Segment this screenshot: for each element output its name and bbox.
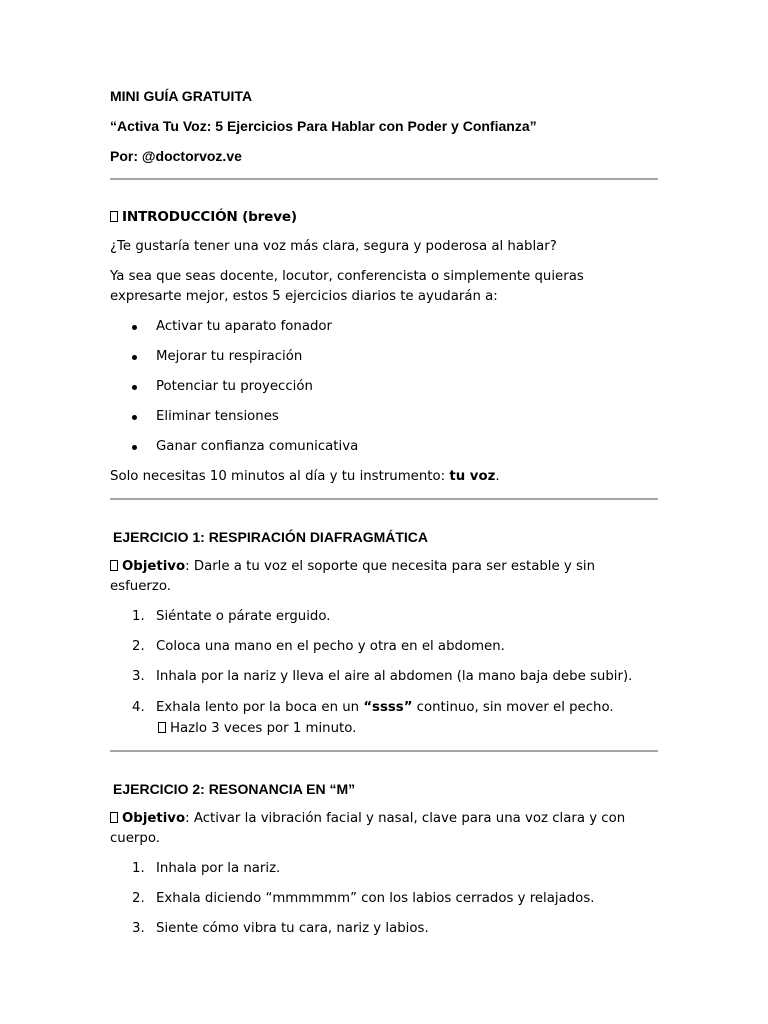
step-text: Siéntate o párate erguido. [156, 609, 331, 624]
list-item [110, 317, 658, 337]
intro-closing [110, 467, 658, 487]
placeholder-glyph-icon [110, 812, 118, 823]
list-item [110, 889, 658, 909]
intro-heading-text: INTRODUCCIÓN (breve) [122, 209, 297, 225]
exercise2-steps [110, 859, 658, 939]
guide-author: Por: @doctorvoz.ve [110, 148, 242, 164]
exercise1-steps [110, 607, 658, 739]
list-item [110, 607, 658, 627]
step-bold: “ssss” [363, 700, 413, 715]
divider [110, 498, 658, 500]
step-note-text: Hazlo 3 veces por 1 minuto. [170, 721, 357, 736]
intro-question: ¿Te gustaría tener una voz más clara, segura y poderosa al hablar? [110, 239, 557, 254]
intro-closing-end: . [495, 469, 500, 484]
bullet-icon [132, 415, 137, 420]
step-number: 1. [132, 609, 145, 624]
list-item [110, 347, 658, 367]
step-text-end: continuo, sin mover el pecho. [412, 700, 614, 715]
objective-text: : Darle a tu voz el soporte que necesita para ser estable y sin esfuerzo. [110, 559, 596, 594]
bullet-icon [132, 325, 137, 330]
step-number: 3. [132, 669, 145, 684]
placeholder-glyph-icon [110, 560, 118, 571]
step-text: Exhala diciendo “mmmmmm” con los labios cerrados y relajados. [156, 891, 595, 906]
exercise2-objective [110, 809, 658, 849]
step-text: Siente cómo vibra tu cara, nariz y labios. [156, 921, 429, 936]
list-item [110, 919, 658, 939]
step-text: Inhala por la nariz. [156, 861, 281, 876]
step-note [156, 718, 658, 739]
exercise1-heading: EJERCICIO 1: RESPIRACIÓN DIAFRAGMÁTICA [113, 529, 429, 545]
list-item [110, 437, 658, 457]
divider [110, 178, 658, 180]
step-number: 4. [132, 700, 145, 715]
exercise1-objective [110, 557, 658, 597]
step-text: Coloca una mano en el pecho y otra en el abdomen. [156, 639, 505, 654]
intro-paragraph: Ya sea que seas docente, locutor, conferencista o simplemente quieras expresarte mejor, estos 5 ejercicios diarios te ayudarán a: [110, 269, 584, 304]
list-item-text: Eliminar tensiones [156, 409, 279, 424]
list-item [110, 407, 658, 427]
intro-closing-bold: tu voz [449, 469, 496, 484]
step-number: 2. [132, 891, 145, 906]
step-text: Exhala lento por la boca en un [156, 700, 364, 715]
intro-heading [110, 207, 658, 227]
list-item [110, 697, 658, 739]
bullet-icon [132, 355, 137, 360]
placeholder-glyph-icon [110, 211, 118, 222]
list-item [110, 377, 658, 397]
list-item [110, 859, 658, 879]
guide-label: MINI GUÍA GRATUITA [110, 88, 253, 104]
placeholder-glyph-icon [158, 722, 166, 733]
step-number: 2. [132, 639, 145, 654]
list-item-text: Potenciar tu proyección [156, 379, 313, 394]
list-item-text: Activar tu aparato fonador [156, 319, 333, 334]
list-item-text: Ganar confianza comunicativa [156, 439, 359, 454]
step-number: 3. [132, 921, 145, 936]
objective-label: Objetivo [122, 559, 186, 574]
exercise2-heading: EJERCICIO 2: RESONANCIA EN “M” [113, 781, 356, 797]
list-item [110, 637, 658, 657]
list-item-text: Mejorar tu respiración [156, 349, 303, 364]
step-number: 1. [132, 861, 145, 876]
bullet-icon [132, 385, 137, 390]
document-content [110, 86, 658, 939]
objective-label: Objetivo [122, 811, 186, 826]
intro-bullet-list [110, 317, 658, 457]
divider [110, 750, 658, 752]
intro-closing-text: Solo necesitas 10 minutos al día y tu instrumento: [110, 469, 450, 484]
step-text: Inhala por la nariz y lleva el aire al abdomen (la mano baja debe subir). [156, 669, 633, 684]
guide-title: “Activa Tu Voz: 5 Ejercicios Para Hablar con Poder y Confianza” [110, 118, 537, 134]
list-item [110, 667, 658, 687]
bullet-icon [132, 445, 137, 450]
objective-text: : Activar la vibración facial y nasal, clave para una voz clara y con cuerpo. [110, 811, 626, 846]
